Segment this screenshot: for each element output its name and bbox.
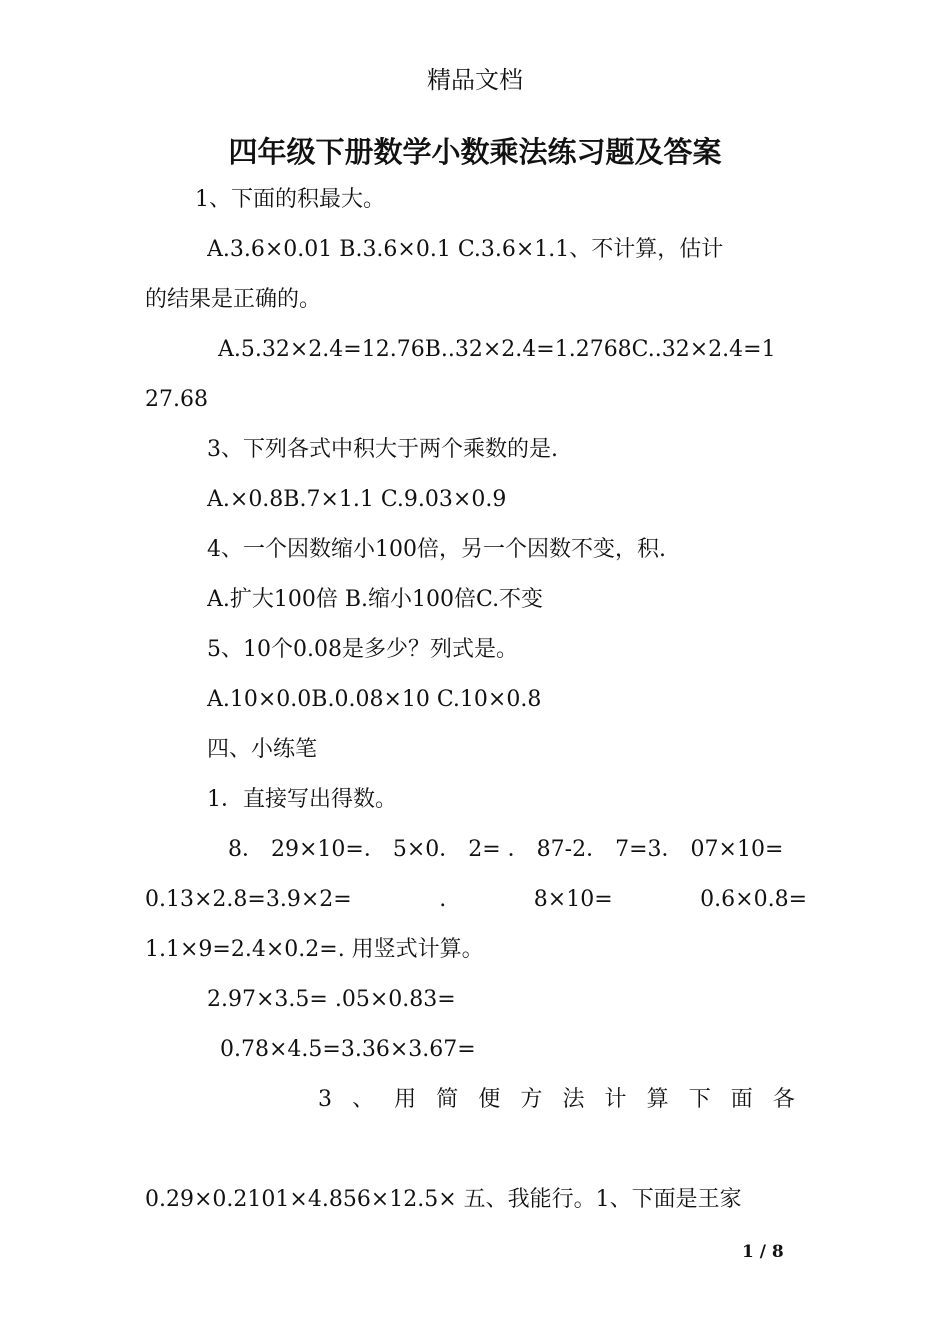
question-line: A.3.6×0.01 B.3.6×0.1 C.3.6×1.1、不计算，估计 [207,237,724,262]
document-title: 四年级下册数学小数乘法练习题及答案 [228,135,722,169]
question-line: 3、下列各式中积大于两个乘数的是. [207,437,558,462]
char-text: 便 [478,1087,501,1112]
section-heading: 四、小练笔 [207,737,318,762]
page-number: 1 / 8 [742,1242,784,1262]
page-header: 精品文档 [427,66,523,94]
char-text: 方 [520,1087,543,1112]
question-line: A.10×0.0B.0.08×10 C.10×0.8 [207,687,542,712]
question-line: 8． 29×10=． 5×0． 2= ． 87-2． 7=3． 07×10= [228,837,784,862]
expression-text: . [439,887,447,912]
question-line: A.5.32×2.4=12.76B..32×2.4=1.2768C..32×2.4=1 [218,337,776,362]
question-line: 1．直接写出得数。 [207,787,397,812]
question-line: 0.29×0.2101×4.856×12.5× 五、我能行。1、下面是王家 [145,1187,742,1212]
question-line: 2.97×3.5= .05×0.83= [207,987,456,1012]
char-text: 用 [394,1087,417,1112]
question-line [318,1083,795,1117]
char-text: 下 [688,1087,711,1112]
expression-text: 8×10= [533,887,613,912]
expression-text: 0.6×0.8= [700,887,807,912]
question-line: 4、一个因数缩小100倍，另一个因数不变，积. [207,537,666,562]
expression-text: 0.13×2.8=3.9×2= [145,887,352,912]
question-line: 5、10个0.08是多少？列式是。 [207,637,518,662]
char-text: 3 [318,1087,332,1112]
question-line: 1.1×9=2.4×0.2=. 用竖式计算。 [145,937,484,962]
char-text: 计 [604,1087,627,1112]
question-line: 的结果是正确的。 [145,287,322,312]
char-text: 算 [646,1087,669,1112]
char-text: 简 [436,1087,459,1112]
question-line: A.×0.8B.7×1.1 C.9.03×0.9 [207,487,507,512]
char-text: 、 [352,1087,375,1112]
question-line: A.扩大100倍 B.缩小100倍C.不变 [207,587,544,612]
question-line: 27.68 [145,387,208,412]
char-text: 各 [772,1087,795,1112]
char-text: 面 [730,1087,753,1112]
question-line: 1、下面的积最大。 [195,187,385,212]
char-text: 法 [562,1087,585,1112]
question-line: 0.78×4.5=3.36×3.67= [220,1037,476,1062]
question-line [145,883,807,917]
